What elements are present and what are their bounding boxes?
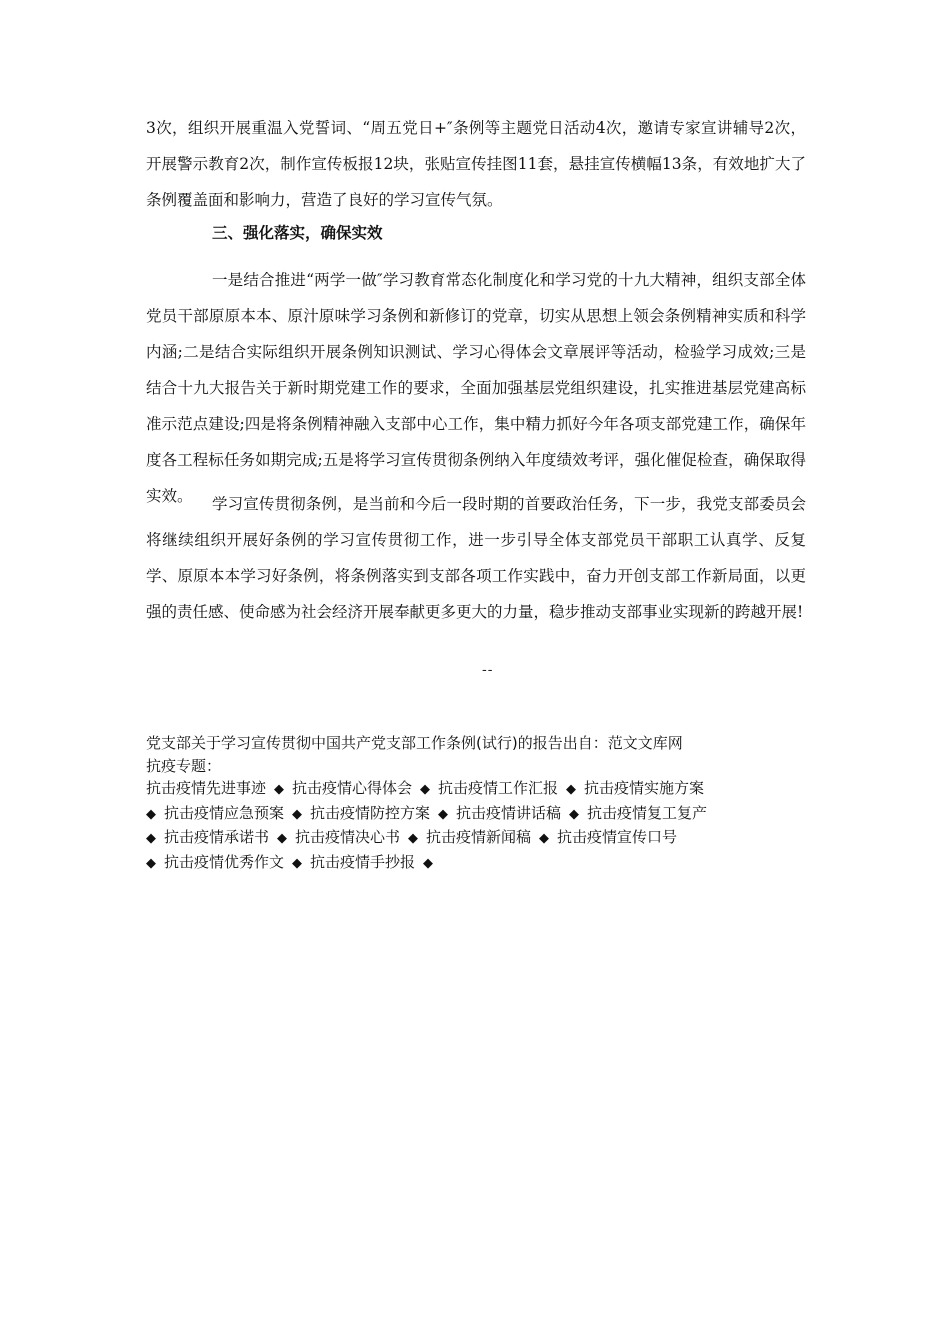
topic-link[interactable]: 抗击疫情新闻稿 <box>426 828 532 846</box>
paragraph-block-1 <box>146 110 806 218</box>
diamond-icon: ◆ <box>146 831 156 846</box>
topic-link[interactable]: 抗击疫情讲话稿 <box>456 803 562 822</box>
footer <box>146 732 826 875</box>
topic-line <box>146 777 826 802</box>
topic-line <box>146 826 826 851</box>
topic-line <box>146 802 826 827</box>
topic-link[interactable]: 抗击疫情优秀作文 <box>164 852 285 871</box>
topic-link[interactable]: 抗击疫情宣传口号 <box>557 828 678 846</box>
source-line: 党支部关于学习宣传贯彻中国共产党支部工作条例(试行)的报告出自：范文文库网 <box>146 734 683 752</box>
topic-link[interactable]: 抗击疫情先进事迹 <box>146 779 267 797</box>
diamond-icon: ◆ <box>408 831 419 846</box>
diamond-icon: ◆ <box>423 855 434 871</box>
diamond-icon: ◆ <box>292 806 303 822</box>
topic-link[interactable]: 抗击疫情实施方案 <box>584 779 705 797</box>
paragraph-2: 一是结合推进“两学一做″学习教育常态化制度化和学习党的十九大精神，组织支部全体党员干部原原本本、原汁原味学习条例和新修订的党章，切实从思想上领会条例精神实质和科学内涵;二是结合实际组织开展条例知识测试、学习心得体会文章展评等活动，检验学习成效;三是结合十九大报告关于新时期党建工作的要求，全面加强基层党组织建设，扎实推进基层党建高标准示范点建设;四是将条例精神融入支部中心工作，集中精力抓好今年各项支部党建工作，确保年度各工程标任务如期完成;五是将学习宣传贯彻条例纳入年度绩效考评，强化催促检查，确保取得实效。 <box>146 271 806 505</box>
topics-label: 抗疫专题： <box>146 756 222 775</box>
diamond-icon: ◆ <box>569 806 580 822</box>
topic-line <box>146 851 826 876</box>
section-heading-3: 三、强化落实，确保实效 <box>212 223 383 242</box>
diamond-icon: ◆ <box>292 855 303 871</box>
diamond-icon: ◆ <box>277 831 288 846</box>
diamond-icon: ◆ <box>539 831 550 846</box>
topic-link[interactable]: 抗击疫情防控方案 <box>310 803 431 822</box>
topic-link[interactable]: 抗击疫情承诺书 <box>164 828 270 846</box>
diamond-icon: ◆ <box>274 782 285 797</box>
diamond-icon: ◆ <box>420 782 431 797</box>
diamond-icon: ◆ <box>146 855 156 871</box>
topic-link[interactable]: 抗击疫情心得体会 <box>292 779 413 797</box>
diamond-icon: ◆ <box>146 806 156 822</box>
topic-link[interactable]: 抗击疫情决心书 <box>295 828 401 846</box>
topic-link[interactable]: 抗击疫情工作汇报 <box>438 779 559 797</box>
topic-link[interactable]: 抗击疫情复工复产 <box>587 803 708 822</box>
topic-list <box>146 777 826 875</box>
separator: -- <box>482 662 494 678</box>
diamond-icon: ◆ <box>566 782 577 797</box>
diamond-icon: ◆ <box>438 806 449 822</box>
paragraph-block-3 <box>146 486 806 630</box>
topic-link[interactable]: 抗击疫情手抄报 <box>310 852 416 871</box>
topic-link[interactable]: 抗击疫情应急预案 <box>164 803 285 822</box>
paragraph-3: 学习宣传贯彻条例，是当前和今后一段时期的首要政治任务，下一步，我党支部委员会将继续组织开展好条例的学习宣传贯彻工作，进一步引导全体支部党员干部职工认真学、反复学、原原本本学习好条例，将条例落实到支部各项工作实践中，奋力开创支部工作新局面，以更强的责任感、使命感为社会经济开展奉献更多更大的力量，稳步推动支部事业实现新的跨越开展! <box>146 495 806 621</box>
paragraph-block-2 <box>146 262 806 514</box>
paragraph-1: 3次，组织开展重温入党誓词、“周五党日+″条例等主题党日活动4次，邀请专家宣讲辅导2次，开展警示教育2次，制作宣传板报12块，张贴宣传挂图11套，悬挂宣传横幅13条，有效地扩大了条例覆盖面和影响力，营造了良好的学习宣传气氛。 <box>146 119 806 209</box>
